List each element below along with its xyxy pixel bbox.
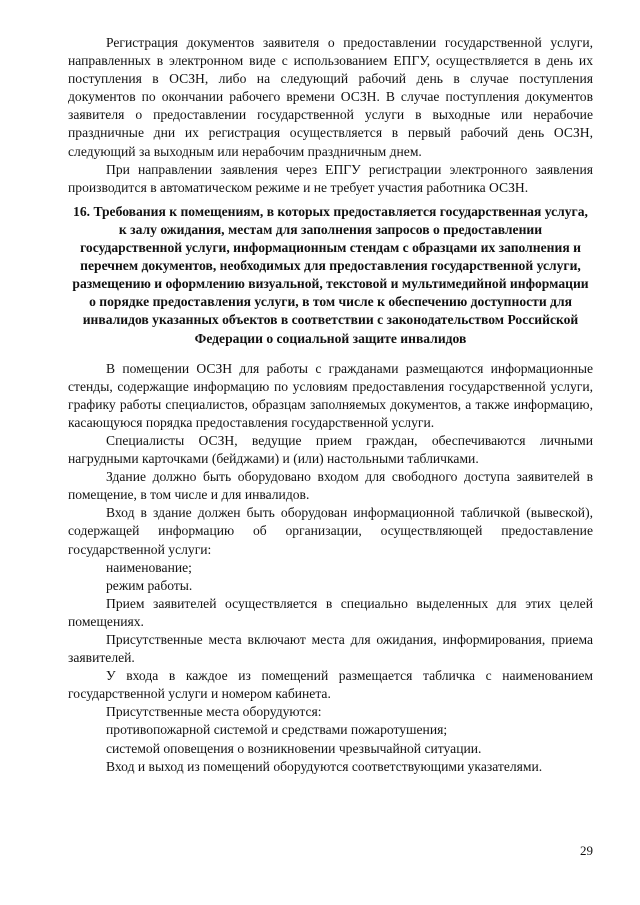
paragraph-equipment: Присутственные места оборудуются: — [106, 704, 322, 720]
paragraph-info-stands: В помещении ОСЗН для работы с гражданами размещаются информационные стенды, содержащие информацию по условиям предоставления государственной услуги, графику работы специалистов, образцам заполняемых документов, а также информацию, касающуюся порядка предоставления государственной услуги. — [68, 360, 593, 430]
paragraph-reception-rooms: Прием заявителей осуществляется в специально выделенных для этих целей помещениях. — [68, 595, 593, 629]
list-item-working-hours: режим работы. — [106, 577, 193, 593]
paragraph-signboard: Вход в здание должен быть оборудован информационной табличкой (вывеской), содержащей информацию об организации, осуществляющей предоставление государственной услуги: — [68, 505, 593, 557]
paragraph-building-entrance: Здание должно быть оборудовано входом для свободного доступа заявителей в помещение, в том числе и для инвалидов. — [68, 469, 593, 503]
paragraph-waiting-places: Присутственные места включают места для ожидания, информирования, приема заявителей. — [68, 632, 593, 666]
section-heading-16: 16. Требования к помещениям, в которых предоставляется государственная услуга, к залу ожидания, местам для заполнения запросов о предоставлении государственной услуги, информационным стендам с образцами их заполнения и перечнем документов, необходимых для предоставления государственной услуги, размещению и оформлению визуальной, текстовой и мультимедийной информации о порядке предоставления услуги, в том числе к обеспечению доступности для инвалидов указанных объектов в соответствии с законодательством Российской Федерации о социальной защите инвалидов — [72, 203, 589, 346]
list-item-alert-system: системой оповещения о возникновении чрезвычайной ситуации. — [106, 740, 482, 756]
paragraph-exit-signs: Вход и выход из помещений оборудуются соответствующими указателями. — [106, 758, 543, 774]
paragraph-epgu-automatic: При направлении заявления через ЕПГУ регистрации электронного заявления производится в автоматическом режиме и не требует участия работника ОСЗН. — [68, 161, 593, 195]
paragraph-room-sign: У входа в каждое из помещений размещается табличка с наименованием государственной услуги и номером кабинета. — [68, 668, 593, 702]
page-number: 29 — [580, 843, 593, 858]
paragraph-badges: Специалисты ОСЗН, ведущие прием граждан, обеспечиваются личными нагрудными карточками (бейджами) и (или) настольными табличками. — [68, 432, 593, 467]
list-item-name: наименование; — [106, 559, 192, 575]
paragraph-registration-electronic: Регистрация документов заявителя о предоставлении государственной услуги, направленных в электронном виде с использованием ЕПГУ, осуществляется в день их поступления в ОСЗН, либо на следующий рабочий день в случае поступления документов по окончании рабочего времени ОСЗН. В случае поступления документов заявителя о предоставлении государственной услуги в выходные или нерабочие праздничные дни их регистрация осуществляется в первый рабочий день ОСЗН, следующий за выходным или нерабочим праздничным днем. — [68, 35, 593, 159]
list-item-fire-system: противопожарной системой и средствами пожаротушения; — [106, 722, 448, 738]
